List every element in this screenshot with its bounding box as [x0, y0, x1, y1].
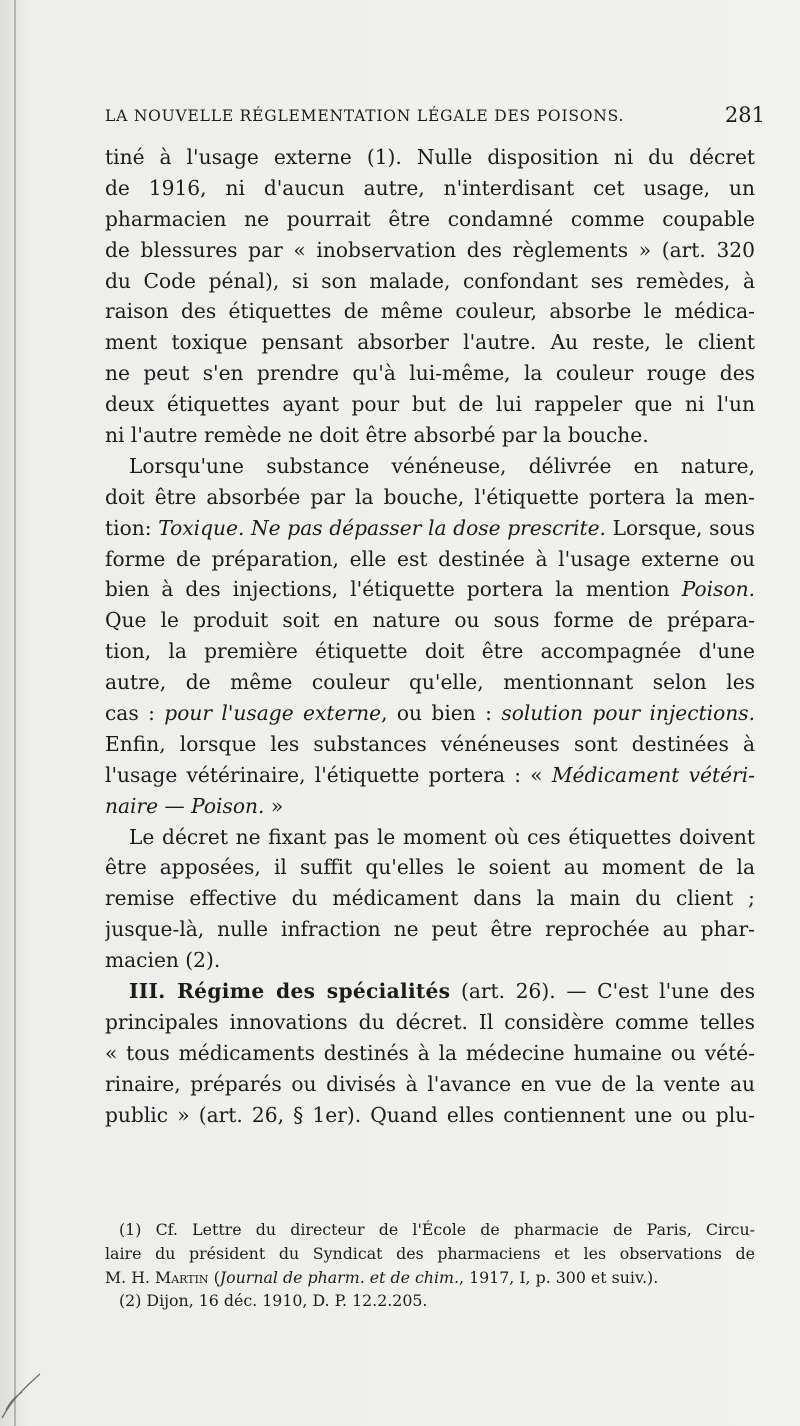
- text-line: du Code pénal), si son malade, confondant ses remèdes, à: [105, 268, 755, 293]
- text-run: , 1917, I, p. 300 et suiv.).: [459, 1267, 659, 1287]
- text-line: Le décret ne fixant pas le moment où ces étiquettes doivent: [129, 824, 755, 849]
- text-line: pharmacien ne pourrait être condamné comme coupable: [105, 206, 755, 231]
- body-text: [105, 142, 755, 1131]
- text-run: (: [208, 1267, 220, 1287]
- text-run: l'usage vétérinaire, l'étiquette portera : «: [105, 762, 552, 787]
- text-line: « tous médicaments destinés à la médecine humaine ou vété-: [105, 1040, 755, 1065]
- text-line: principales innovations du décret. Il considère comme telles: [105, 1009, 755, 1034]
- text-line: jusque-là, nulle infraction ne peut être reprochée au phar-: [105, 917, 755, 942]
- footnotes: [105, 1218, 755, 1313]
- footnote-line: (2) Dijon, 16 déc. 1910, D. P. 12.2.205.: [119, 1291, 428, 1311]
- text-line: ni l'autre remède ne doit être absorbé par la bouche.: [105, 423, 649, 448]
- text-line: macien (2).: [105, 948, 221, 973]
- text-line: de 1916, ni d'aucun autre, n'interdisant cet usage, un: [105, 175, 755, 200]
- italic-run: pour l'usage externe: [164, 701, 382, 726]
- italic-run: Journal de pharm. et de chim.: [219, 1267, 460, 1287]
- text-line: forme de préparation, elle est destinée à l'usage externe ou: [105, 546, 755, 571]
- text-line: doit être absorbée par la bouche, l'étiquette portera la men-: [105, 484, 755, 509]
- text-run: , ou bien :: [381, 701, 502, 726]
- text-line: remise effective du médicament dans la main du client ;: [105, 886, 755, 911]
- page-gutter-edge: [14, 0, 16, 1426]
- text-line: [105, 791, 755, 822]
- text-line: tiné à l'usage externe (1). Nulle disposition ni du décret: [105, 145, 755, 169]
- text-line: public » (art. 26, § 1er). Quand elles contiennent une ou plu-: [105, 1102, 755, 1127]
- text-run: tion:: [105, 515, 159, 540]
- page-number: 281: [724, 103, 765, 127]
- italic-run: Toxique. Ne pas dépasser la dose prescrite.: [158, 515, 606, 540]
- text-line: [105, 760, 755, 791]
- section-heading: III. Régime des spécialités: [129, 979, 451, 1004]
- pencil-mark: [0, 1340, 80, 1420]
- text-line: autre, de même couleur qu'elle, mentionnant selon les: [105, 670, 755, 695]
- text-line: [105, 574, 755, 605]
- text-run: bien à des injections, l'étiquette portera la mention: [105, 577, 682, 602]
- text-line: ment toxique pensant absorber l'autre. Au reste, le client: [105, 330, 755, 355]
- running-title: LA NOUVELLE RÉGLEMENTATION LÉGALE DES POISONS.: [105, 107, 625, 125]
- text-line: tion, la première étiquette doit être accompagnée d'une: [105, 639, 755, 664]
- text-line: être apposées, il suffit qu'elles le soient au moment de la: [105, 855, 755, 880]
- text-line: de blessures par « inobservation des règlements » (art. 320: [105, 237, 755, 262]
- text-line: Enfin, lorsque les substances vénéneuses sont destinées à: [105, 731, 755, 756]
- text-run: M. H.: [105, 1267, 156, 1287]
- italic-run: Médicament vétéri-: [551, 762, 755, 787]
- text-line: raison des étiquettes de même couleur, absorbe le médica-: [105, 299, 755, 324]
- text-run: cas :: [105, 701, 165, 726]
- text-line: deux étiquettes ayant pour but de lui rappeler que ni l'un: [105, 392, 755, 417]
- text-line: [105, 698, 755, 729]
- text-line: rinaire, préparés ou divisés à l'avance en vue de la vente au: [105, 1071, 755, 1096]
- italic-run: Poison.: [681, 577, 755, 602]
- page-header: [105, 103, 765, 133]
- footnote-line: laire du président du Syndicat des pharmaciens et les observations de: [105, 1243, 755, 1263]
- text-run: Lorsque, sous: [605, 515, 755, 540]
- text-line: [105, 976, 755, 1007]
- footnote-line: (1) Cf. Lettre du directeur de l'École de pharmacie de Paris, Circu-: [119, 1220, 755, 1239]
- italic-run: solution pour injections.: [501, 701, 755, 726]
- text-run: (art. 26). — C'est l'une des: [450, 979, 755, 1004]
- author-name: Martin: [155, 1267, 209, 1287]
- footnote-line: [105, 1266, 755, 1290]
- text-line: Lorsqu'une substance vénéneuse, délivrée en nature,: [129, 453, 755, 478]
- text-line: Que le produit soit en nature ou sous forme de prépara-: [105, 608, 755, 633]
- text-run: »: [264, 793, 284, 818]
- italic-run: naire — Poison.: [105, 793, 265, 818]
- text-line: [105, 513, 755, 544]
- text-line: ne peut s'en prendre qu'à lui-même, la couleur rouge des: [105, 361, 755, 386]
